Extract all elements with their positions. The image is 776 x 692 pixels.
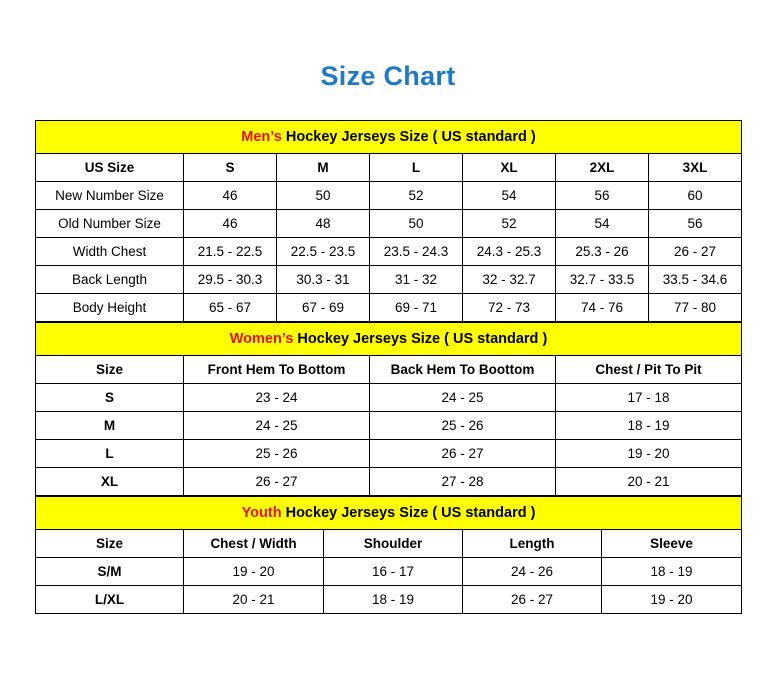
womens-row-3-label: XL xyxy=(36,467,184,495)
mens-row-4-col-3: 69 - 71 xyxy=(370,293,463,321)
table-row xyxy=(36,467,742,495)
mens-row-2-col-5: 25.3 - 26 xyxy=(556,237,649,265)
table-row xyxy=(36,529,742,557)
mens-header-0: US Size xyxy=(36,153,184,181)
mens-row-0-col-5: 56 xyxy=(556,181,649,209)
womens-row-2-label: L xyxy=(36,439,184,467)
mens-row-1-col-1: 46 xyxy=(184,209,277,237)
mens-band-accent: Men’s xyxy=(241,128,282,145)
mens-row-2-col-1: 21.5 - 22.5 xyxy=(184,237,277,265)
womens-row-2-col-1: 25 - 26 xyxy=(184,439,370,467)
mens-row-4-label: Body Height xyxy=(36,293,184,321)
mens-row-2-col-2: 22.5 - 23.5 xyxy=(277,237,370,265)
youth-row-1-col-3: 26 - 27 xyxy=(463,585,602,613)
womens-header-2: Back Hem To Boottom xyxy=(370,355,556,383)
womens-row-1-col-2: 25 - 26 xyxy=(370,411,556,439)
mens-row-1-col-3: 50 xyxy=(370,209,463,237)
mens-header-5: 2XL xyxy=(556,153,649,181)
womens-row-3-col-2: 27 - 28 xyxy=(370,467,556,495)
youth-header-0: Size xyxy=(36,529,184,557)
table-row xyxy=(36,265,742,293)
womens-row-1-col-1: 24 - 25 xyxy=(184,411,370,439)
mens-row-4-col-4: 72 - 73 xyxy=(463,293,556,321)
mens-row-3-col-2: 30.3 - 31 xyxy=(277,265,370,293)
table-row xyxy=(36,209,742,237)
womens-row-2-col-3: 19 - 20 xyxy=(556,439,742,467)
youth-header-3: Length xyxy=(463,529,602,557)
youth-size-table xyxy=(35,496,742,614)
youth-band-cell xyxy=(36,496,742,529)
youth-row-0-label: S/M xyxy=(36,557,184,585)
mens-row-0-col-4: 54 xyxy=(463,181,556,209)
womens-row-0-col-3: 17 - 18 xyxy=(556,383,742,411)
table-row xyxy=(36,293,742,321)
mens-row-3-label: Back Length xyxy=(36,265,184,293)
youth-row-1-label: L/XL xyxy=(36,585,184,613)
mens-row-3-col-4: 32 - 32.7 xyxy=(463,265,556,293)
mens-row-0-label: New Number Size xyxy=(36,181,184,209)
womens-row-0-label: S xyxy=(36,383,184,411)
mens-row-3-col-5: 32.7 - 33.5 xyxy=(556,265,649,293)
mens-header-6: 3XL xyxy=(649,153,742,181)
mens-row-3-col-3: 31 - 32 xyxy=(370,265,463,293)
mens-header-1: S xyxy=(184,153,277,181)
mens-row-1-col-4: 52 xyxy=(463,209,556,237)
youth-band-row xyxy=(36,496,742,529)
table-row xyxy=(36,153,742,181)
mens-header-2: M xyxy=(277,153,370,181)
mens-row-3-col-6: 33.5 - 34.6 xyxy=(649,265,742,293)
youth-band-accent: Youth xyxy=(241,504,282,521)
mens-header-3: L xyxy=(370,153,463,181)
youth-band-rest: Hockey Jerseys Size ( US standard ) xyxy=(281,504,536,521)
page-title: Size Chart xyxy=(320,61,456,91)
youth-row-1-col-4: 19 - 20 xyxy=(602,585,742,613)
mens-row-1-col-5: 54 xyxy=(556,209,649,237)
table-row xyxy=(36,439,742,467)
mens-row-1-label: Old Number Size xyxy=(36,209,184,237)
mens-row-2-col-4: 24.3 - 25.3 xyxy=(463,237,556,265)
youth-header-1: Chest / Width xyxy=(184,529,324,557)
mens-band-cell xyxy=(36,120,742,153)
womens-band-accent: Women’s xyxy=(229,330,294,347)
mens-row-0-col-1: 46 xyxy=(184,181,277,209)
youth-header-4: Sleeve xyxy=(602,529,742,557)
youth-row-1-col-1: 20 - 21 xyxy=(184,585,324,613)
mens-row-0-col-6: 60 xyxy=(649,181,742,209)
womens-band-rest: Hockey Jerseys Size ( US standard ) xyxy=(293,330,548,347)
youth-header-2: Shoulder xyxy=(324,529,463,557)
mens-row-4-col-5: 74 - 76 xyxy=(556,293,649,321)
youth-row-0-col-3: 24 - 26 xyxy=(463,557,602,585)
mens-row-4-col-2: 67 - 69 xyxy=(277,293,370,321)
mens-row-2-label: Width Chest xyxy=(36,237,184,265)
womens-row-3-col-3: 20 - 21 xyxy=(556,467,742,495)
womens-row-3-col-1: 26 - 27 xyxy=(184,467,370,495)
womens-band-cell xyxy=(36,322,742,355)
mens-row-1-col-6: 56 xyxy=(649,209,742,237)
youth-row-0-col-1: 19 - 20 xyxy=(184,557,324,585)
womens-header-3: Chest / Pit To Pit xyxy=(556,355,742,383)
womens-size-table xyxy=(35,322,742,496)
table-row xyxy=(36,355,742,383)
table-row xyxy=(36,411,742,439)
youth-row-1-col-2: 18 - 19 xyxy=(324,585,463,613)
table-row xyxy=(36,557,742,585)
mens-band-rest: Hockey Jerseys Size ( US standard ) xyxy=(281,128,536,145)
youth-row-0-col-2: 16 - 17 xyxy=(324,557,463,585)
table-row xyxy=(36,181,742,209)
mens-row-4-col-1: 65 - 67 xyxy=(184,293,277,321)
womens-band-row xyxy=(36,322,742,355)
table-row xyxy=(36,383,742,411)
youth-row-0-col-4: 18 - 19 xyxy=(602,557,742,585)
mens-row-0-col-2: 50 xyxy=(277,181,370,209)
womens-row-0-col-1: 23 - 24 xyxy=(184,383,370,411)
table-row xyxy=(36,585,742,613)
womens-header-0: Size xyxy=(36,355,184,383)
mens-size-table xyxy=(35,120,742,322)
table-row xyxy=(36,237,742,265)
mens-row-2-col-3: 23.5 - 24.3 xyxy=(370,237,463,265)
womens-row-2-col-2: 26 - 27 xyxy=(370,439,556,467)
mens-row-2-col-6: 26 - 27 xyxy=(649,237,742,265)
mens-row-0-col-3: 52 xyxy=(370,181,463,209)
mens-row-4-col-6: 77 - 80 xyxy=(649,293,742,321)
mens-band-row xyxy=(36,120,742,153)
size-tables xyxy=(35,92,741,614)
womens-header-1: Front Hem To Bottom xyxy=(184,355,370,383)
womens-row-1-col-3: 18 - 19 xyxy=(556,411,742,439)
womens-row-0-col-2: 24 - 25 xyxy=(370,383,556,411)
mens-header-4: XL xyxy=(463,153,556,181)
mens-row-3-col-1: 29.5 - 30.3 xyxy=(184,265,277,293)
mens-row-1-col-2: 48 xyxy=(277,209,370,237)
womens-row-1-label: M xyxy=(36,411,184,439)
